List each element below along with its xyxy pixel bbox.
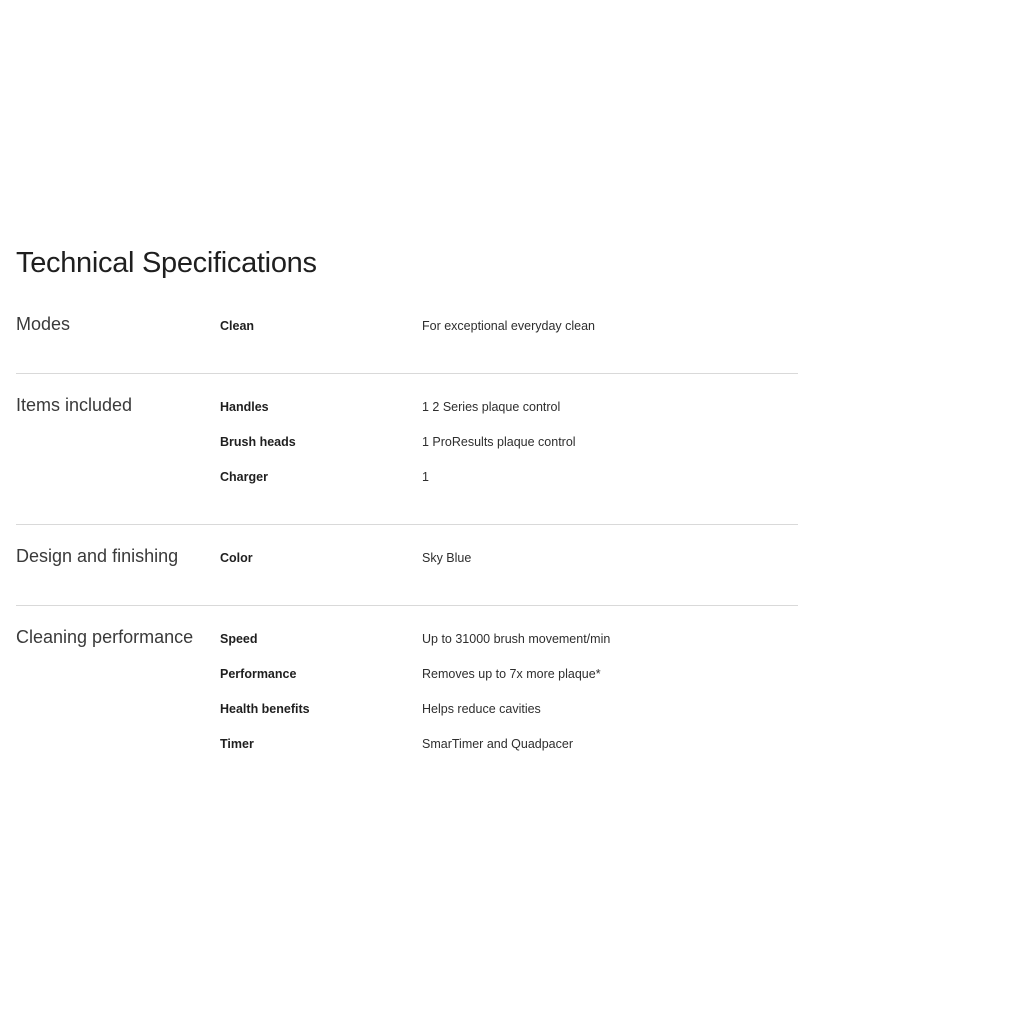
spec-row (220, 463, 798, 498)
spec-value: Up to 31000 brush movement/min (422, 632, 611, 646)
section-title: Cleaning performance (16, 627, 194, 647)
spec-rows (220, 544, 798, 579)
spec-row (220, 393, 798, 428)
spec-row (220, 544, 798, 579)
spec-value: Helps reduce cavities (422, 702, 541, 716)
spec-value: 1 2 Series plaque control (422, 400, 561, 414)
spec-row (220, 625, 798, 660)
spec-label: Charger (220, 470, 268, 484)
spec-value: Removes up to 7x more plaque* (422, 667, 601, 681)
spec-section-modes (16, 312, 798, 374)
spec-label: Timer (220, 737, 254, 751)
spec-value: SmarTimer and Quadpacer (422, 737, 573, 751)
spec-rows (220, 312, 798, 347)
spec-value: 1 (422, 470, 429, 484)
spec-value: Sky Blue (422, 551, 472, 565)
spec-section-design-and-finishing (16, 544, 798, 606)
spec-row (220, 312, 798, 347)
spec-label: Health benefits (220, 702, 310, 716)
section-title: Design and finishing (16, 546, 179, 566)
spec-label: Performance (220, 667, 297, 681)
spec-section-cleaning-performance (16, 625, 798, 791)
spec-label: Clean (220, 319, 255, 333)
section-title: Modes (16, 314, 71, 334)
page-title: Technical Specifications (16, 247, 317, 279)
spec-value: For exceptional everyday clean (422, 319, 596, 333)
section-title: Items included (16, 395, 133, 415)
spec-label: Brush heads (220, 435, 296, 449)
spec-label: Color (220, 551, 253, 565)
spec-row (220, 695, 798, 730)
spec-rows (220, 625, 798, 765)
spec-value: 1 ProResults plaque control (422, 435, 576, 449)
spec-row (220, 428, 798, 463)
spec-label: Speed (220, 632, 258, 646)
spec-rows (220, 393, 798, 498)
spec-row (220, 730, 798, 765)
specs-list (16, 312, 798, 791)
spec-section-items-included (16, 393, 798, 525)
spec-row (220, 660, 798, 695)
spec-label: Handles (220, 400, 269, 414)
